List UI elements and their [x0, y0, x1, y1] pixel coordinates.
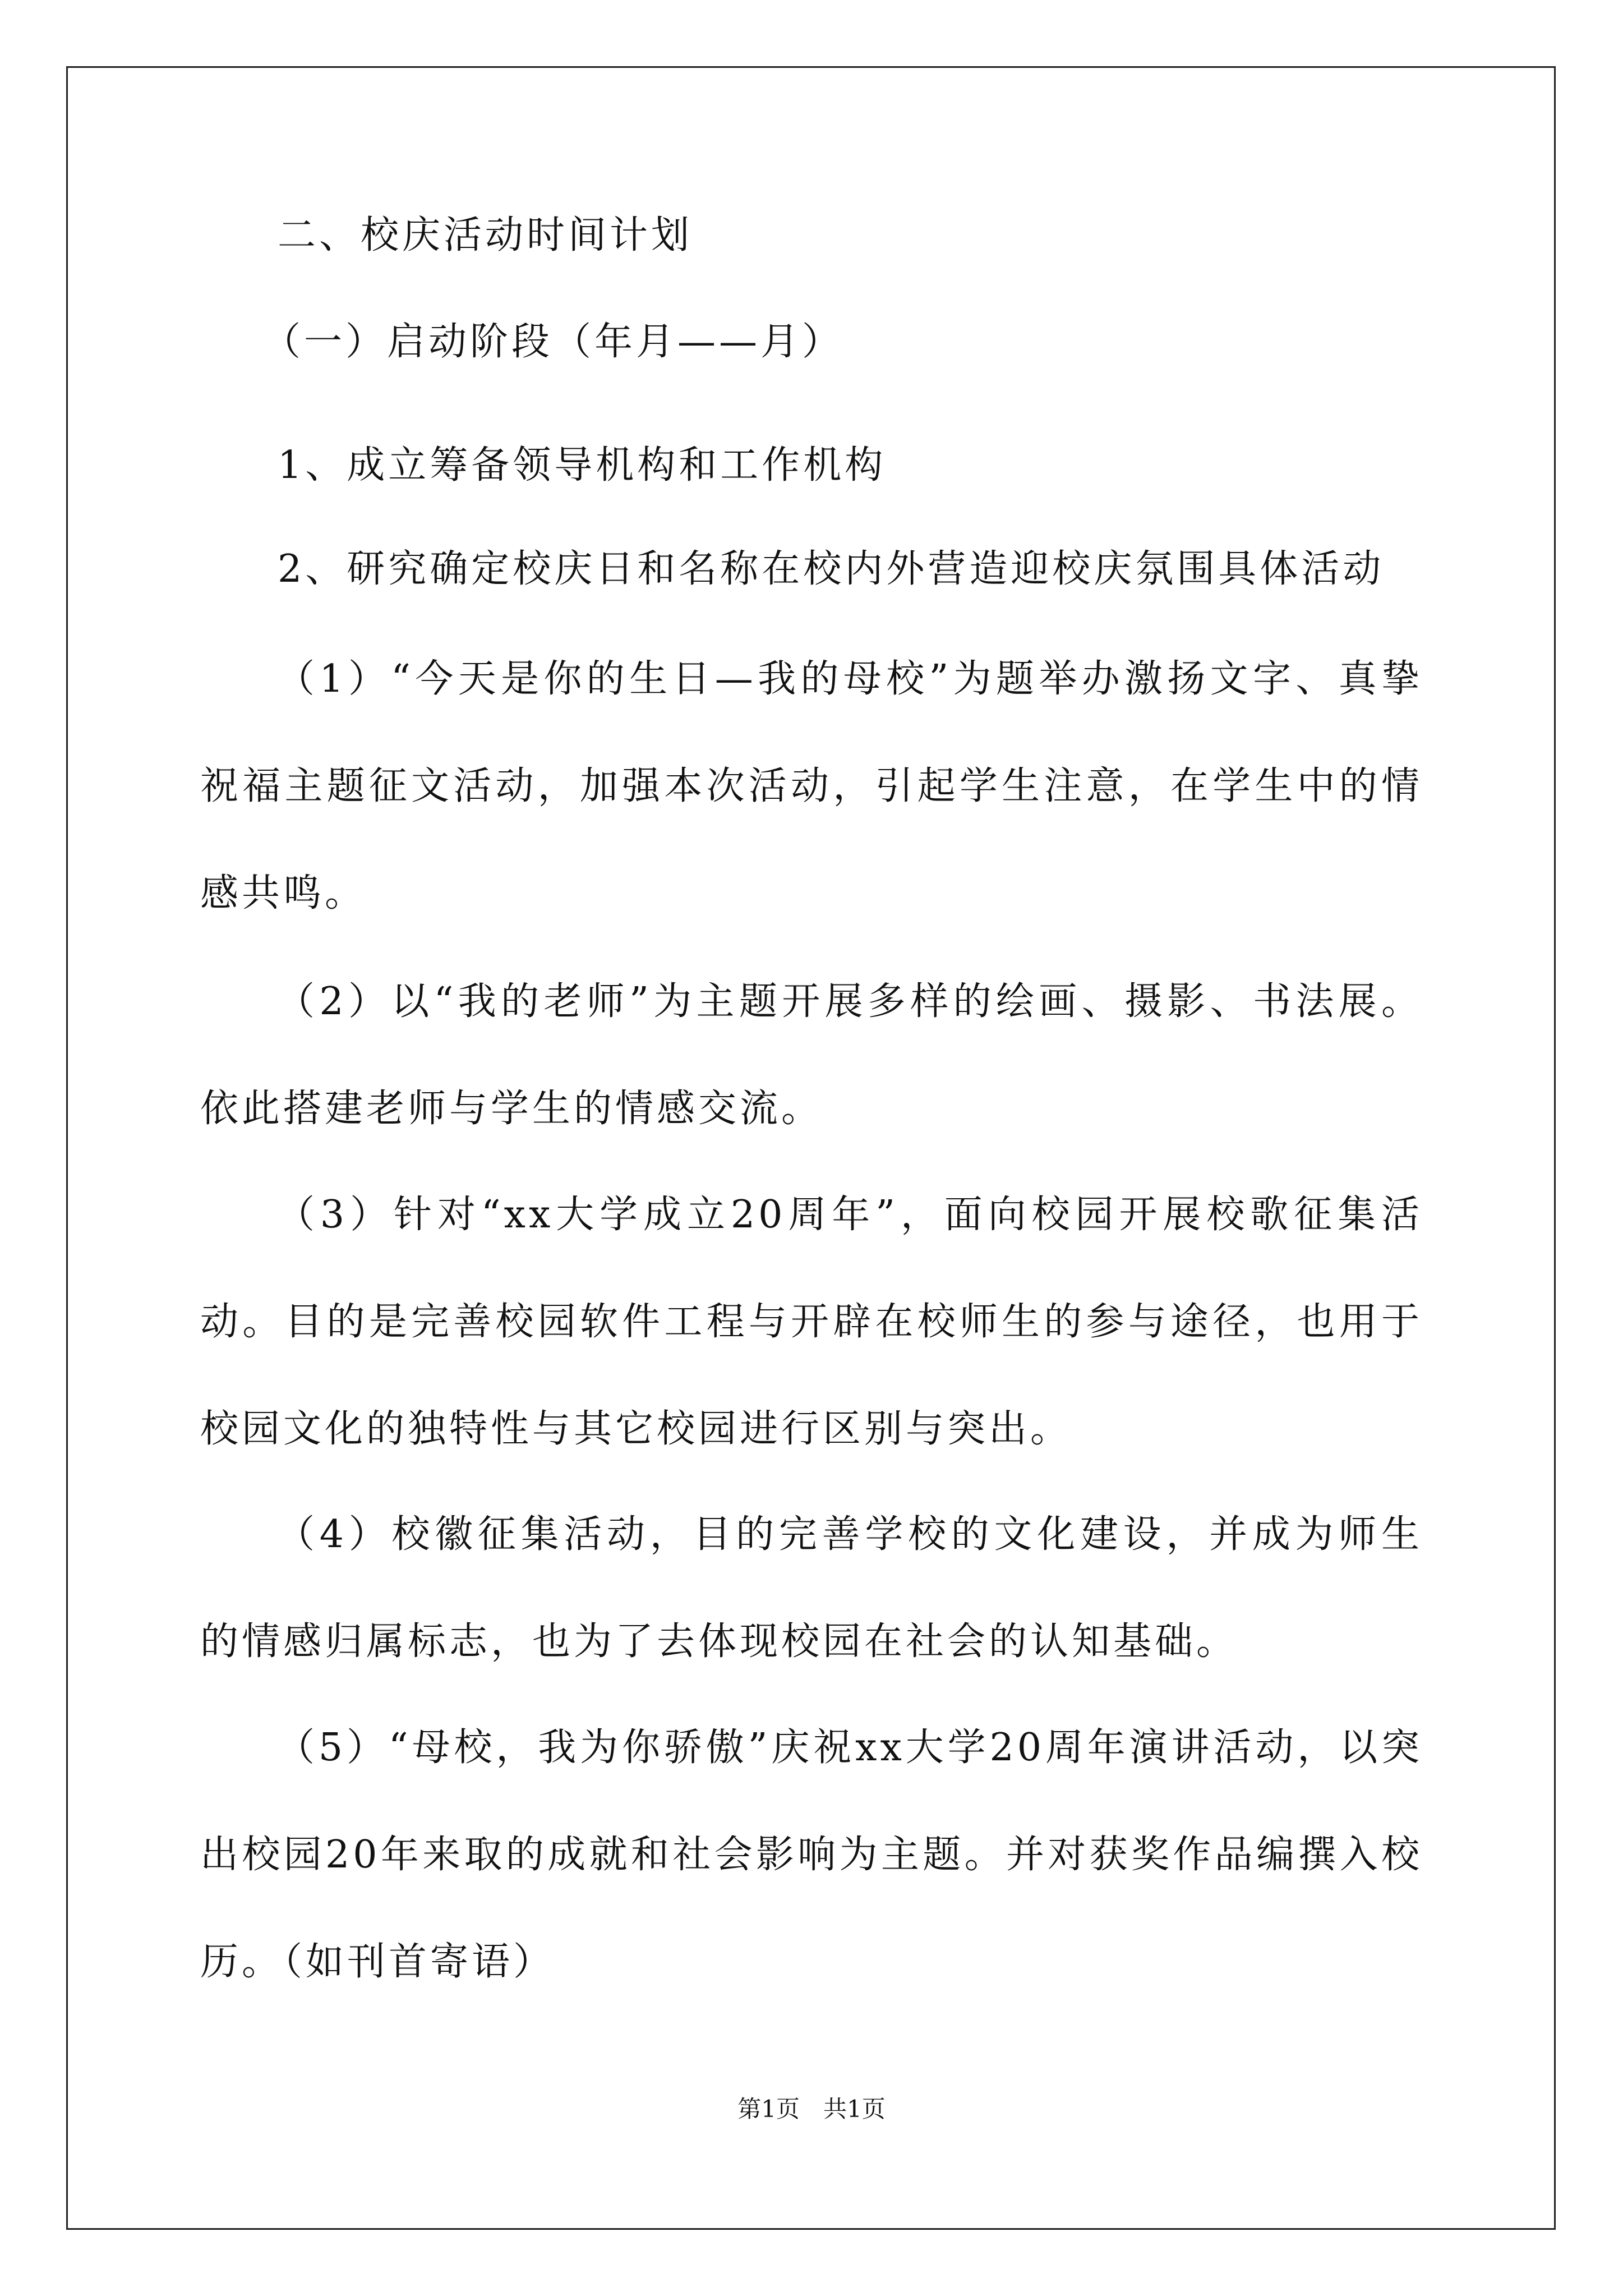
subsection-heading: （一）启动阶段（年月——月）	[262, 320, 844, 364]
page-number-footer: 第1页 共1页	[737, 2095, 886, 2123]
paragraph-5: （5）“母校，我为你骄傲”庆祝xx大学20周年演讲活动，以突出校园20年来取的成就和社会影响为主题。并对获奖作品编撰入校历。（如刊首寄语）	[200, 1726, 1423, 1984]
paragraph-2: （2）以“我的老师”为主题开展多样的绘画、摄影、书法展。依此搭建老师与学生的情感交流。	[200, 979, 1423, 1131]
paragraph-4: （4）校徽征集活动，目的完善学校的文化建设，并成为师生的情感归属标志，也为了去体现校园在社会的认知基础。	[200, 1512, 1423, 1664]
section-heading: 二、校庆活动时间计划	[278, 213, 693, 257]
paragraph-3: （3）针对“xx大学成立20周年”，面向校园开展校歌征集活动。目的是完善校园软件工程与开辟在校师生的参与途径，也用于校园文化的独特性与其它校园进行区别与突出。	[200, 1193, 1423, 1451]
paragraph-1: （1）“今天是你的生日—我的母校”为题举办激扬文字、真挚祝福主题征文活动，加强本次活动，引起学生注意，在学生中的情感共鸣。	[200, 657, 1423, 915]
list-item: 1、成立筹备领导机构和工作机构	[278, 443, 887, 487]
list-item: 2、研究确定校庆日和名称在校内外营造迎校庆氛围具体活动	[278, 547, 1385, 591]
